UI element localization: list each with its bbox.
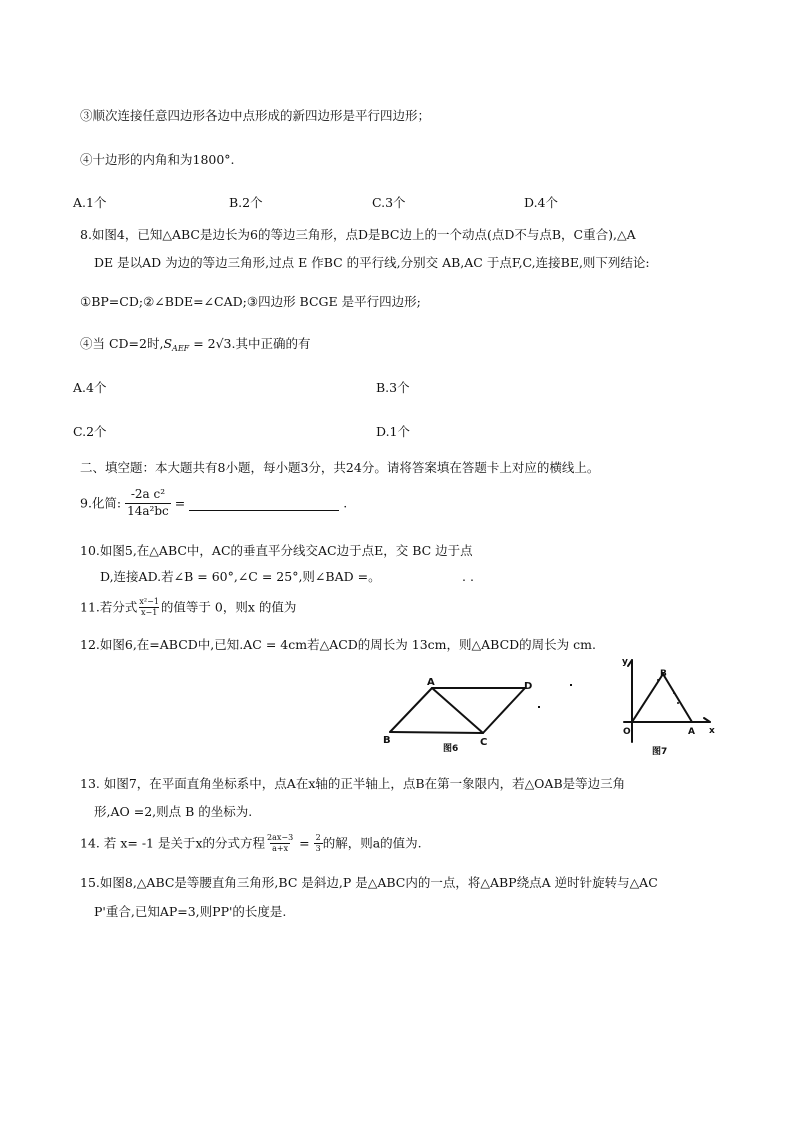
q14-right-denominator: 3: [315, 844, 321, 853]
q7-item4: ④十边形的内角和为1800°.: [80, 152, 235, 167]
q10-line1: 10.如图5,在△ABC中，AC的垂直平分线交AC边于点E，交 BC 边于点: [80, 543, 473, 558]
fig7-label-y: y: [622, 657, 628, 667]
fig7-caption: 图7: [652, 747, 668, 757]
q9-equals: =: [174, 495, 186, 511]
fig6-label-b: B: [383, 735, 391, 746]
fig7-dot-1: [673, 692, 675, 694]
q13-line1: 13. 如图7，在平面直角坐标系中，点A在x轴的正半轴上，点B在第一象限内，若△OAB是等边三角: [80, 776, 626, 791]
q9-numerator: -2a c²: [130, 487, 166, 501]
q9-prefix: 9.化简:: [80, 495, 122, 511]
q8-area-symbol: S: [163, 336, 173, 351]
stray-dot-2: [538, 706, 540, 708]
q8-area-value: = 2√3.: [189, 336, 236, 351]
q8-area-subscript: AEF: [172, 344, 190, 353]
q14-right-numerator: 2: [315, 832, 321, 842]
q11-denominator: x−1: [140, 608, 158, 617]
fig7-side-ba: [663, 674, 692, 722]
q8-line4: [80, 336, 311, 357]
q9-answer-blank[interactable]: [189, 496, 339, 511]
fig6-side-dc: [483, 688, 525, 733]
q9-fraction: [125, 488, 171, 519]
fig7-side-ob: [632, 674, 663, 722]
fig7-label-x: x: [709, 726, 715, 736]
fig6-side-bc: [390, 732, 483, 733]
q15-line2: P'重合,已知AP=3,则PP'的长度是.: [94, 904, 287, 919]
stray-dot-1: [570, 684, 572, 686]
section2-heading: 二、填空题：本大题共有8小题，每小题3分，共24分。请将答案填在答题卡上对应的横线上。: [80, 460, 600, 475]
q11: [80, 596, 296, 619]
q11-prefix: 11.若分式: [80, 599, 138, 615]
q8-choice-d[interactable]: D.1个: [376, 424, 411, 439]
q10-dots: . .: [462, 569, 474, 584]
figure-7: [612, 652, 722, 760]
q8-choice-b[interactable]: B.3个: [376, 380, 410, 395]
q8-line2: DE 是以AD 为边的等边三角形,过点 E 作BC 的平行线,分别交 AB,AC 于点F,C,连接BE,则下列结论:: [94, 255, 650, 270]
q9-denominator: 14a²bc: [127, 503, 169, 518]
q9: [80, 488, 347, 519]
figure-6: [380, 675, 555, 755]
q10-line2: D,连接AD.若∠B = 60°,∠C = 25°,则∠BAD =。: [100, 569, 381, 584]
fig6-diagonal-ac: [432, 688, 483, 733]
q9-suffix: .: [343, 495, 348, 511]
q7-item3: ③顺次连接任意四边形各边中点形成的新四边形是平行四边形；: [80, 108, 431, 123]
fig6-caption: 图6: [443, 744, 459, 754]
fig6-label-a: A: [427, 677, 435, 688]
q7-choice-c[interactable]: C.3个: [372, 195, 406, 210]
fig7-dot-3: [657, 679, 659, 681]
q14-fraction-left: [265, 834, 295, 854]
q11-suffix: 的值等于 0，则x 的值为: [160, 599, 297, 615]
q8-line1: 8.如图4，已知△ABC是边长为6的等边三角形，点D是BC边上的一个动点(点D不与点B，C重合),△A: [80, 227, 636, 242]
q7-choice-b[interactable]: B.2个: [229, 195, 263, 210]
q13-line2: 形,AO =2,则点 B 的坐标为.: [94, 804, 253, 819]
q14-left-denominator: a+x: [272, 844, 289, 853]
q8-choice-c[interactable]: C.2个: [73, 424, 107, 439]
q8-line4-suffix: 其中正确的有: [235, 336, 311, 351]
q14-left-numerator: 2ax−3: [267, 832, 294, 842]
q8-choice-a[interactable]: A.4个: [73, 380, 107, 395]
q8-line3: ①BP=CD;②∠BDE=∠CAD;③四边形 BCGE 是平行四边形;: [80, 294, 421, 309]
q15-line1: 15.如图8,△ABC是等腰直角三角形,BC 是斜边,P 是△ABC内的一点，将△ABP绕点A 逆时针旋转与△AC: [80, 875, 658, 890]
fig7-label-a: A: [688, 727, 695, 737]
fig6-side-ab: [390, 688, 432, 732]
q7-choice-d[interactable]: D.4个: [524, 195, 559, 210]
fig6-label-c: C: [480, 737, 488, 748]
q7-choice-a[interactable]: A.1个: [73, 195, 107, 210]
fig7-label-o: O: [623, 727, 631, 737]
q11-fraction: [137, 598, 161, 618]
q11-numerator: x²−1: [139, 596, 159, 606]
q14-prefix: 14. 若 x= -1 是关于x的分式方程: [80, 835, 266, 851]
q12: 12.如图6,在=ABCD中,已知.AC = 4cm若△ACD的周长为 13cm，则△ABCD的周长为 cm.: [80, 637, 596, 652]
fig7-label-b: B: [660, 669, 667, 679]
fig7-dot-2: [677, 702, 679, 704]
q14-suffix: 的解，则a的值为.: [322, 835, 422, 851]
fig6-label-d: D: [524, 681, 533, 692]
q14-equals: =: [295, 835, 314, 851]
q14: [80, 832, 422, 855]
q8-line4-prefix: ④当 CD=2时,: [80, 336, 164, 351]
q14-fraction-right: [314, 834, 323, 854]
